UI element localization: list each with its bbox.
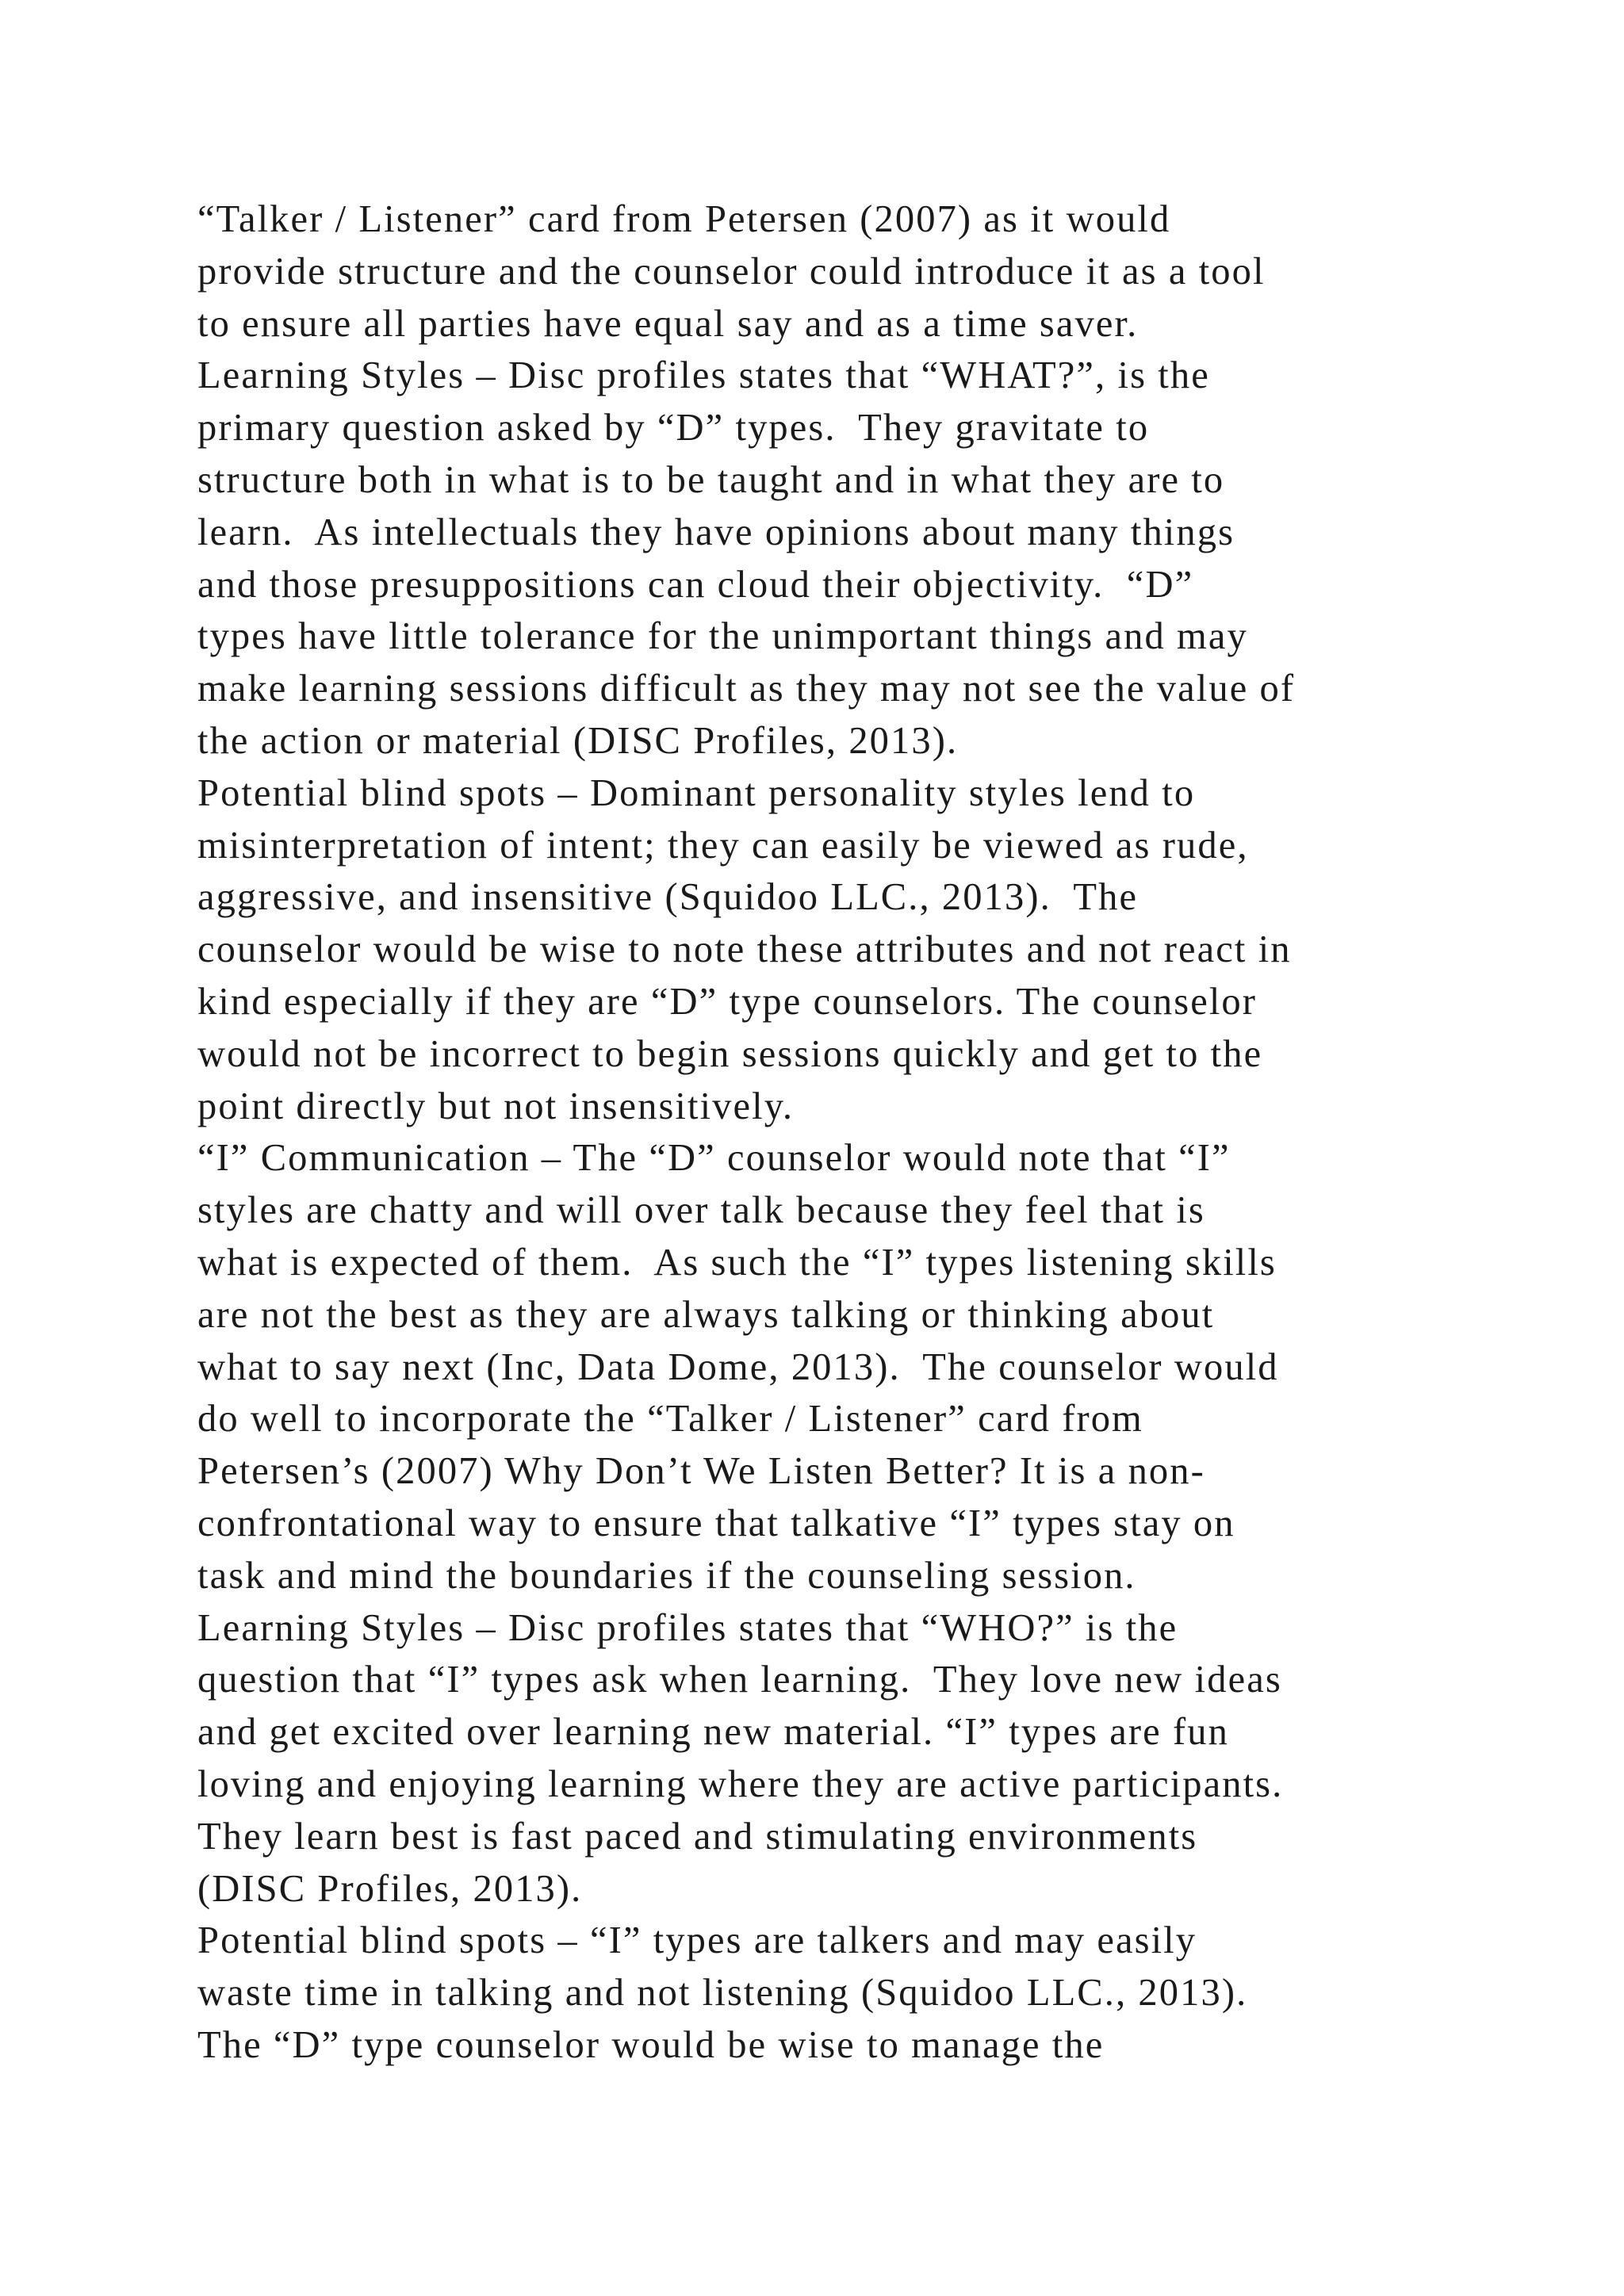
text-line: do well to incorporate the “Talker / Listener” card from <box>197 1398 1143 1441</box>
text-line: the action or material (DISC Profiles, 2013). <box>197 719 959 762</box>
text-line: styles are chatty and will over talk because they feel that is <box>197 1189 1205 1232</box>
text-line: learn. As intellectuals they have opinions about many things <box>197 511 1235 553</box>
text-line: Petersen’s (2007) Why Don’t We Listen Better? It is a non- <box>197 1450 1205 1493</box>
text-line: types have little tolerance for the unimportant things and may <box>197 615 1248 658</box>
text-line: confrontational way to ensure that talkative “I” types stay on <box>197 1502 1235 1544</box>
text-line: (DISC Profiles, 2013). <box>197 1867 583 1910</box>
text-line: They learn best is fast paced and stimulating environments <box>197 1815 1198 1858</box>
text-line: misinterpretation of intent; they can easily be viewed as rude, <box>197 824 1249 867</box>
text-line: aggressive, and insensitive (Squidoo LLC., 2013). The <box>197 876 1139 919</box>
text-line: and those presuppositions can cloud their objectivity. “D” <box>197 563 1194 606</box>
text-line: what to say next (Inc, Data Dome, 2013). The counselor would <box>197 1345 1279 1388</box>
text-line: to ensure all parties have equal say and as a time saver. <box>197 302 1139 345</box>
text-line: provide structure and the counselor could introduce it as a tool <box>197 250 1266 293</box>
text-line: waste time in talking and not listening (Squidoo LLC., 2013). <box>197 1972 1248 2015</box>
text-line: “I” Communication – The “D” counselor would note that “I” <box>197 1137 1231 1180</box>
document-body <box>197 193 1545 2072</box>
text-line: would not be incorrect to begin sessions quickly and get to the <box>197 1032 1263 1075</box>
text-line: question that “I” types ask when learning. They love new ideas <box>197 1659 1282 1701</box>
text-line: make learning sessions difficult as they may not see the value of <box>197 668 1296 710</box>
text-line: Potential blind spots – Dominant personality styles lend to <box>197 771 1196 814</box>
text-line: loving and enjoying learning where they are active participants. <box>197 1762 1284 1805</box>
text-line: Learning Styles – Disc profiles states that “WHO?” is the <box>197 1606 1178 1649</box>
text-line: point directly but not insensitively. <box>197 1085 795 1127</box>
text-line: structure both in what is to be taught and in what they are to <box>197 458 1225 501</box>
text-line: are not the best as they are always talking or thinking about <box>197 1293 1215 1336</box>
text-line: what is expected of them. As such the “I” types listening skills <box>197 1241 1277 1284</box>
text-line: The “D” type counselor would be wise to manage the <box>197 2023 1105 2066</box>
text-line: task and mind the boundaries if the counseling session. <box>197 1554 1136 1597</box>
text-line: counselor would be wise to note these attributes and not react in <box>197 928 1292 971</box>
text-line: and get excited over learning new material. “I” types are fun <box>197 1711 1229 1754</box>
text-line: Learning Styles – Disc profiles states that “WHAT?”, is the <box>197 354 1210 397</box>
text-line: Potential blind spots – “I” types are talkers and may easily <box>197 1919 1197 1962</box>
text-line: “Talker / Listener” card from Petersen (2007) as it would <box>197 198 1171 240</box>
text-line: primary question asked by “D” types. They gravitate to <box>197 407 1150 450</box>
text-line: kind especially if they are “D” type counselors. The counselor <box>197 980 1257 1023</box>
